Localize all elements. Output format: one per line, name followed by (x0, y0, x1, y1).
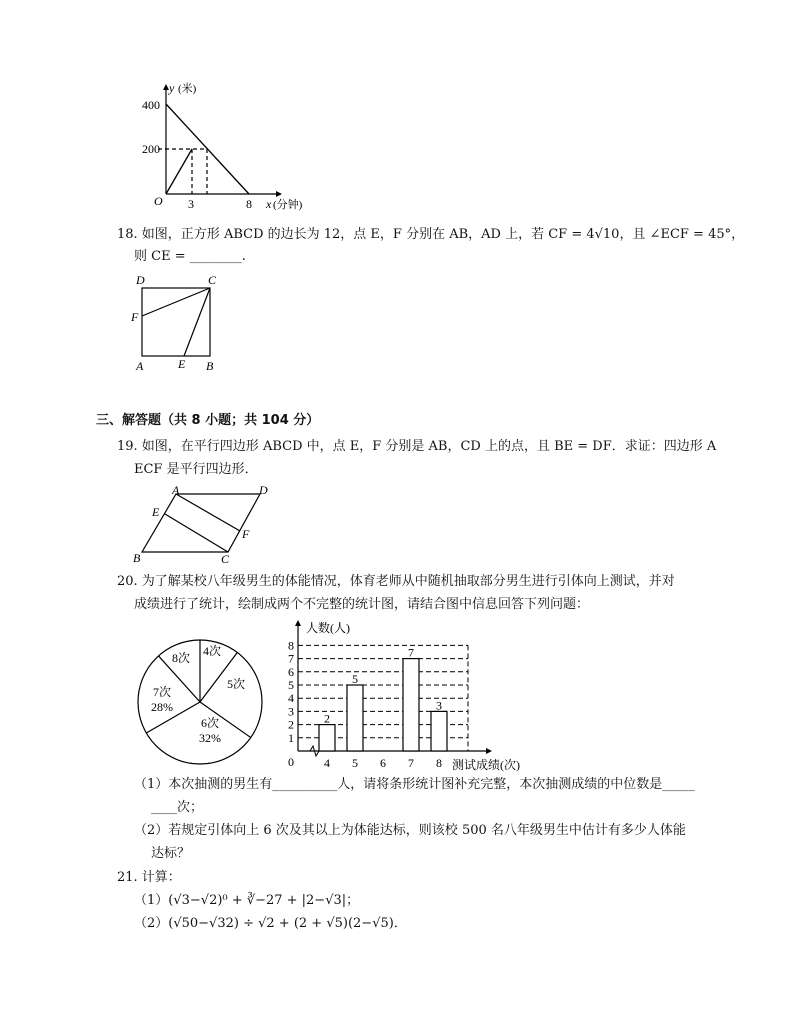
q18-text-line2: 则 CE = ________. (134, 249, 246, 264)
pie-slice-percent: 32% (199, 731, 221, 745)
parallelogram-figure (128, 482, 278, 568)
label-F: F (242, 527, 250, 541)
y-axis-arrow (295, 620, 301, 626)
x-axis-title: 测试成绩(次) (452, 758, 520, 772)
bar-5 (347, 685, 363, 751)
bar-4 (319, 725, 335, 751)
x-axis-arrow (486, 748, 492, 754)
y-tick-label: 8 (288, 638, 294, 653)
pie-slice-label: 6次 (200, 716, 220, 730)
pie-slice-label: 8次 (171, 651, 191, 665)
label-E: E (178, 357, 186, 371)
label-D: D (259, 483, 268, 497)
pie-chart (134, 636, 266, 766)
x-tick-3: 3 (188, 197, 194, 211)
section-heading: 三、解答题（共 8 小题；共 104 分） (96, 413, 320, 428)
y-tick-200: 200 (142, 142, 160, 156)
pie-slice-label: 4次 (202, 644, 222, 658)
origin-label: O (154, 194, 163, 208)
y-tick-label: 4 (288, 691, 294, 706)
origin-label: 0 (288, 755, 294, 769)
q20-sub1-line2: ____次； (151, 800, 204, 815)
x-tick-label: 8 (436, 756, 442, 770)
y-axis-title: 人数(人) (306, 621, 350, 635)
bar-data-label: 3 (436, 698, 442, 713)
label-A: A (136, 359, 144, 373)
y-tick-label: 3 (288, 704, 294, 719)
q20-sub1-line1: （1）本次抽测的男生有__________人，请将条形统计图补充完整，本次抽测成绩的中位数是_____ (134, 777, 695, 792)
y-tick-label: 2 (288, 717, 294, 732)
label-C: C (221, 552, 230, 566)
q21-part1: （1）(√3−√2)⁰ + ∛−27 + |2−√3|； (134, 893, 360, 908)
q20-sub2-line1: （2）若规定引体向上 6 次及其以上为体能达标，则该校 500 名八年级男生中估计有多少人体能 (134, 823, 686, 838)
label-D: D (136, 273, 145, 287)
q21-part2: （2）(√50−√32) ÷ √2 + (2 + √5)(2−√5)． (134, 916, 407, 931)
distance-time-graph (120, 74, 320, 214)
x-tick-label: 5 (352, 756, 358, 770)
q20-text-line2: 成绩进行了统计，绘制成两个不完整的统计图，请结合图中信息回答下列问题： (134, 597, 590, 612)
y-axis-label: y (169, 81, 175, 95)
q21-title: 21. 计算： (117, 870, 181, 885)
x-axis-label: x (266, 197, 272, 211)
label-B: B (133, 551, 141, 565)
square-figure (128, 270, 228, 374)
y-tick-label: 6 (288, 664, 294, 679)
label-A: A (172, 483, 180, 497)
y-tick-label: 1 (288, 730, 294, 745)
bar-data-label: 5 (352, 672, 358, 686)
y-tick-label: 7 (288, 651, 294, 666)
y-axis-unit: (米) (178, 83, 197, 95)
bar-8 (431, 711, 447, 751)
label-E: E (152, 505, 160, 519)
y-tick-label: 5 (288, 678, 294, 692)
x-tick-label: 4 (324, 756, 330, 770)
x-tick-8: 8 (246, 197, 252, 211)
q19-text-line2: ECF 是平行四边形． (134, 462, 258, 477)
q20-text-line1: 20. 为了解某校八年级男生的体能情况，体育老师从中随机抽取部分男生进行引体向上测试，并对 (117, 574, 675, 589)
pie-slice-label: 7次 (152, 685, 172, 699)
x-tick-label: 6 (380, 756, 386, 770)
x-tick-label: 7 (408, 756, 414, 770)
bar-chart (280, 618, 520, 772)
x-axis-unit: (分钟) (273, 199, 303, 211)
y-tick-400: 400 (142, 98, 160, 112)
label-B: B (206, 359, 214, 373)
q19-text-line1: 19. 如图，在平行四边形 ABCD 中，点 E，F 分别是 AB，CD 上的点，且 BE = DF．求证：四边形 A (117, 439, 717, 454)
label-F: F (131, 310, 139, 324)
q18-text-line1: 18. 如图，正方形 ABCD 的边长为 12，点 E，F 分别在 AB，AD 上，若 CF = 4√10，且 ∠ECF = 45°， (117, 227, 745, 242)
bar-7 (403, 659, 419, 751)
pie-slice-label: 5次 (226, 677, 246, 691)
pie-slice-percent: 28% (151, 700, 173, 714)
bar-data-label: 2 (324, 711, 330, 726)
bar-data-label: 7 (408, 645, 414, 660)
label-C: C (208, 273, 217, 287)
q20-sub2-line2: 达标？ (151, 846, 191, 861)
